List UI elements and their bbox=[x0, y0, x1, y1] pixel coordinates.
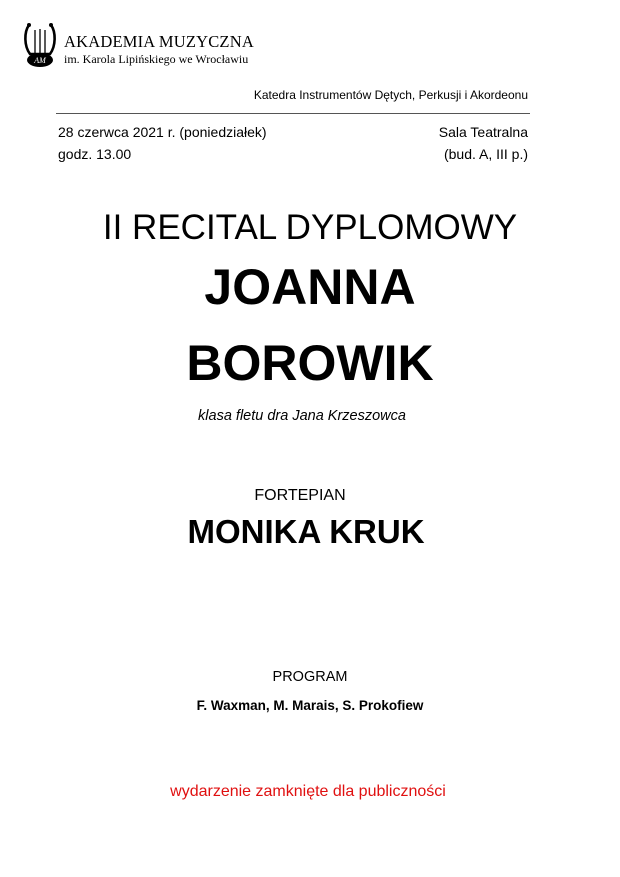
event-venue: Sala Teatralna bbox=[438, 124, 528, 140]
performer-first-name: JOANNA bbox=[204, 259, 416, 315]
class-note: klasa fletu dra Jana Krzeszowca bbox=[198, 408, 406, 424]
logo-monogram: AM bbox=[34, 56, 46, 65]
department-name: Katedra Instrumentów Dętych, Perkusji i Akordeonu bbox=[253, 88, 528, 102]
header-divider bbox=[56, 113, 530, 114]
accompaniment-label: FORTEPIAN bbox=[254, 487, 346, 504]
recital-title: II RECITAL DYPLOMOWY bbox=[102, 208, 518, 247]
event-date: 28 czerwca 2021 r. (poniedziałek) bbox=[58, 124, 267, 140]
institution-name: AKADEMIA MUZYCZNA bbox=[64, 32, 254, 51]
program-label: PROGRAM bbox=[272, 669, 348, 685]
lyre-icon bbox=[22, 22, 58, 70]
performer-last-name: BOROWIK bbox=[186, 335, 434, 391]
institution-subtitle: im. Karola Lipińskiego we Wrocławiu bbox=[64, 52, 249, 66]
closed-event-notice: wydarzenie zamknięte dla publiczności bbox=[170, 783, 446, 800]
event-time: godz. 13.00 bbox=[58, 146, 132, 162]
event-building: (bud. A, III p.) bbox=[443, 146, 528, 162]
pianist-name: MONIKA KRUK bbox=[187, 513, 425, 550]
program-composers: F. Waxman, M. Marais, S. Prokofiew bbox=[196, 698, 424, 713]
